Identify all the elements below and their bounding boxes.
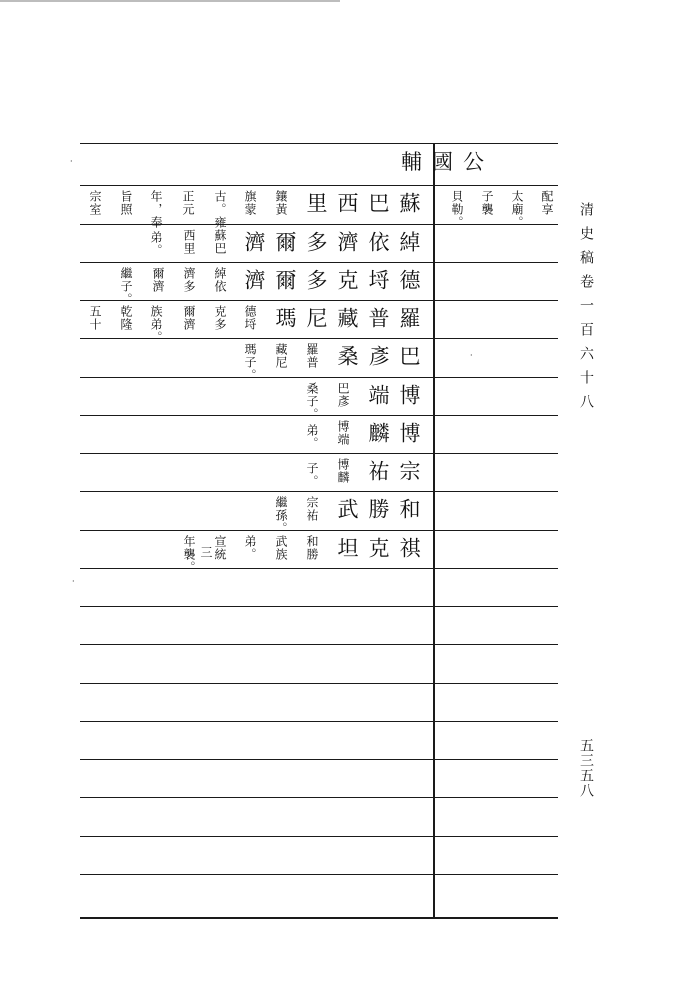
row2-char: 濟 [242,231,266,273]
row9-char: 和 [397,498,421,540]
row4-char: 瑪 [273,307,297,349]
row4-char: 羅 [397,307,421,349]
row-rule [80,185,558,186]
row9-note: 繼孫。 [274,496,288,535]
row-rule [80,606,558,607]
row7-char: 博 [397,422,421,464]
row4-note: 爾濟 [182,305,196,331]
table-bottom-rule [80,917,558,919]
row-rule [80,530,558,531]
row9-note: 宗祐 [305,496,319,522]
row-rule [80,491,558,492]
row3-char: 德 [397,269,421,311]
row9-char: 武 [335,498,359,540]
row-rule [80,874,558,875]
row-rule [80,644,558,645]
row1-side-note: 太廟。 [510,190,524,229]
row2-char: 爾 [273,231,297,273]
running-header: 清史稿卷一百六十八 [578,202,594,418]
row-rule [80,759,558,760]
row3-note: 繼子。 [119,267,133,306]
speck: · [70,157,73,166]
row4-note: 克多 [213,305,227,331]
row1-note: 年，奉 [149,190,163,229]
row10-char: 祺 [397,537,421,579]
row3-char: 爾 [273,269,297,311]
row10-note: 武族 [274,535,288,561]
row1-char: 蘇 [397,192,421,234]
row8-char: 宗 [397,460,421,502]
row4-note: 德埒 [243,305,257,331]
row10-note: 年襲。 [182,535,196,574]
row10-note: 三 [199,546,213,559]
row8-note: 博麟 [336,458,350,484]
row5-char: 桑 [335,345,359,387]
row-rule [80,143,558,144]
row3-char: 埒 [366,269,390,311]
row-rule [80,683,558,684]
row6-note: 桑子。 [305,382,319,421]
row1-note: 古。雍 [213,190,227,229]
row-rule [80,377,558,378]
row2-char: 多 [304,231,328,273]
row4-char: 尼 [304,307,328,349]
page-number: 五三五八 [578,738,594,798]
row1-side-note: 配享 [540,190,554,216]
table-title: 輔國公 [401,150,494,174]
row4-char: 普 [366,307,390,349]
row3-char: 多 [304,269,328,311]
row1-char: 西 [335,192,359,234]
row4-note: 五十 [88,305,102,331]
row-rule [80,415,558,416]
row5-char: 巴 [397,345,421,387]
row-rule [80,721,558,722]
speck: · [470,351,473,360]
speck: · [72,577,75,586]
row9-char: 勝 [366,498,390,540]
row1-note: 正元 [181,190,195,216]
row10-char: 克 [366,537,390,579]
row4-note: 乾隆 [119,305,133,331]
row1-note: 宗室 [88,190,102,216]
row8-note: 子。 [305,462,319,488]
row2-note: 弟。 [149,231,163,257]
row8-char: 祐 [366,460,390,502]
row5-note: 羅普 [305,343,319,369]
row2-char: 依 [366,231,390,273]
row5-note: 藏尼 [274,343,288,369]
row3-note: 濟多 [182,267,196,293]
row2-char: 綽 [397,231,421,273]
row2-note: 西里 [182,229,196,255]
row5-char: 彥 [366,345,390,387]
row4-char: 藏 [335,307,359,349]
row3-note: 綽依 [213,267,227,293]
row7-char: 麟 [366,422,390,464]
row6-char: 博 [397,384,421,426]
row2-note: 蘇巴 [213,229,227,255]
row1-note: 旗蒙 [243,190,257,216]
row1-char: 巴 [366,192,390,234]
scan-edge [0,0,340,2]
row3-char: 濟 [242,269,266,311]
row10-note: 弟。 [243,535,257,561]
row-rule [80,836,558,837]
row1-note: 鑲黃 [274,190,288,216]
row3-note: 爾濟 [151,267,165,293]
row3-char: 克 [335,269,359,311]
row2-char: 濟 [335,231,359,273]
row-rule [80,797,558,798]
row7-note: 博端 [336,420,350,446]
row6-note: 巴彥 [336,382,350,408]
row4-note: 族弟。 [149,305,163,344]
row7-note: 弟。 [305,424,319,450]
row10-char: 坦 [335,537,359,579]
row5-note: 瑪子。 [243,343,257,382]
row6-char: 端 [366,384,390,426]
row10-note: 宣統 [213,535,227,561]
row10-note: 和勝 [305,535,319,561]
row1-char: 里 [304,192,328,234]
row1-side-note: 子襲 [480,190,494,216]
row-rule [80,453,558,454]
row1-note: 旨照 [119,190,133,216]
row-rule [80,568,558,569]
row1-side-note: 貝勒。 [450,190,464,229]
